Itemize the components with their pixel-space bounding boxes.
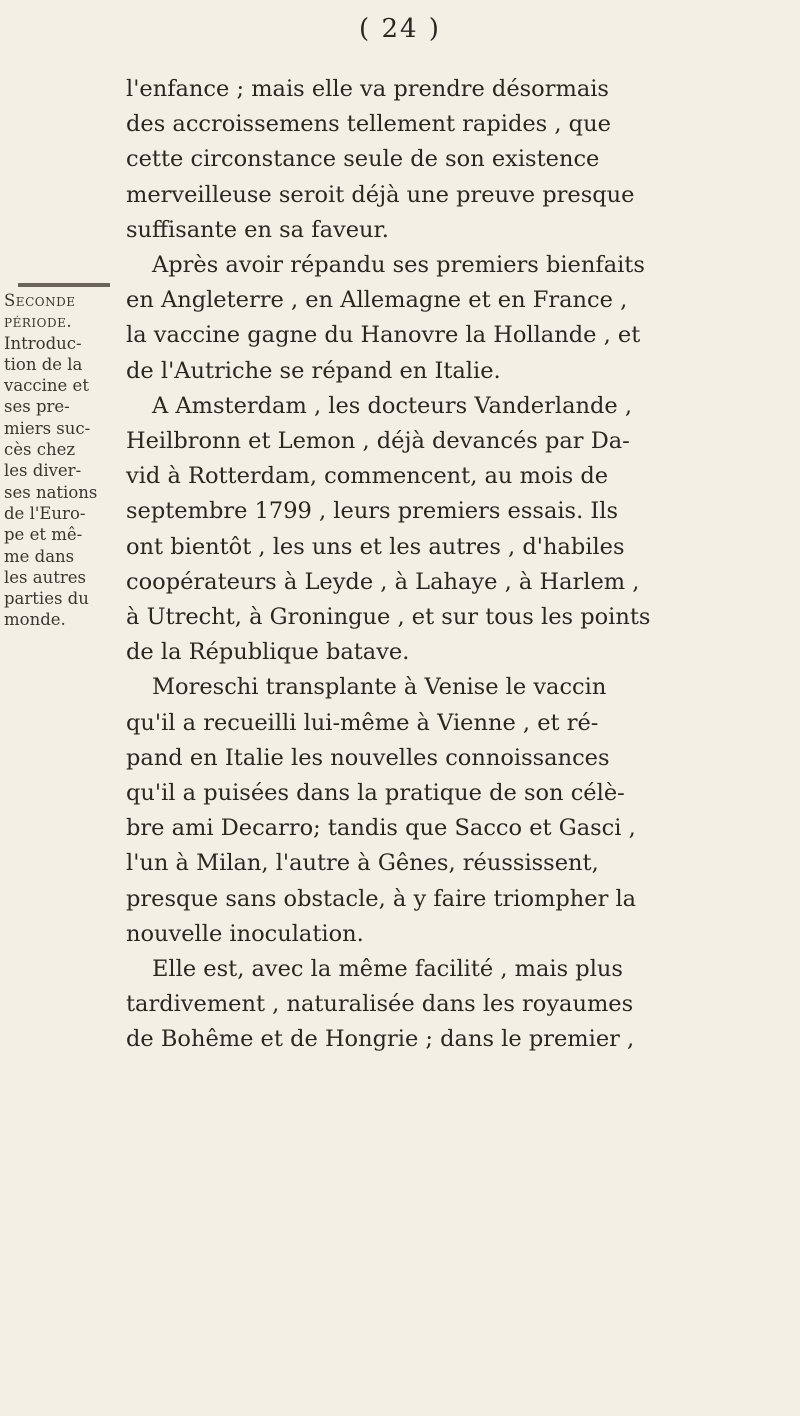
margin-note-line: me dans [4,546,75,566]
text-line: Elle est, avec la même facilité , mais plus [152,956,623,983]
text-line: A Amsterdam , les docteurs Vanderlande , [152,392,633,419]
text-line: pand en Italie les nouvelles connoissances [126,744,610,771]
text-line: ont bientôt , les uns et les autres , d'habiles [126,533,625,560]
text-line: bre ami Decarro; tandis que Sacco et Gasci , [126,815,636,842]
text-line: de l'Autriche se répand en Italie. [126,357,501,384]
margin-note-line: ses nations [4,482,98,502]
text-line: septembre 1799 , leurs premiers essais. Ils [126,498,619,525]
margin-note-line: parties du [4,589,89,609]
text-line: Heilbronn et Lemon , déjà devancés par Da- [126,428,630,455]
text-line: merveilleuse seroit déjà une preuve presque [126,181,635,208]
text-line: cette circonstance seule de son existence [126,146,600,173]
text-line: nouvelle inoculation. [126,920,364,947]
margin-note-line: ses pre- [4,397,70,417]
text-line: presque sans obstacle, à y faire triompher la [126,885,637,912]
text-line: de la République batave. [126,639,410,666]
page-number: ( 24 ) [359,14,441,44]
text-line: coopérateurs à Leyde , à Lahaye , à Harlem , [126,568,640,595]
margin-note-line: Seconde [4,291,76,310]
text-line: Moreschi transplante à Venise le vaccin [152,674,607,701]
margin-note-line: pe et mê- [4,525,83,545]
text-line: de Bohême et de Hongrie ; dans le premier , [126,1026,635,1053]
text-line: qu'il a puisées dans la pratique de son célè- [126,780,625,807]
text-line: qu'il a recueilli lui-même à Vienne , et ré- [126,709,599,736]
text-line: à Utrecht, à Groningue , et sur tous les points [126,604,651,631]
margin-note-line: miers suc- [4,418,91,438]
text-line: suffisante en sa faveur. [126,216,389,243]
margin-note-line: vaccine et [4,376,89,396]
text-line: l'un à Milan, l'autre à Gênes, réussissent, [126,850,599,877]
text-line: la vaccine gagne du Hanovre la Hollande , et [126,322,641,349]
text-line: tardivement , naturalisée dans les royaumes [126,991,634,1018]
text-line: en Angleterre , en Allemagne et en France , [126,287,628,314]
margin-note-line: période. [4,312,73,332]
margin-note-line: Introduc- [4,333,82,353]
margin-note-line: tion de la [4,354,83,374]
text-line: Après avoir répandu ses premiers bienfaits [152,252,645,279]
text-line: vid à Rotterdam, commencent, au mois de [126,463,609,490]
body-text [126,72,788,1058]
text-line: des accroissemens tellement rapides , que [126,111,611,138]
margin-note-line: cès chez [4,440,76,460]
margin-note-line: les diver- [4,461,82,481]
margin-note-line: les autres [4,567,86,587]
text-line: l'enfance ; mais elle va prendre désormais [126,76,609,102]
margin-rule [18,283,110,287]
margin-note-line: de l'Euro- [4,503,86,523]
margin-note [4,290,116,631]
margin-note-line: monde. [4,610,66,630]
